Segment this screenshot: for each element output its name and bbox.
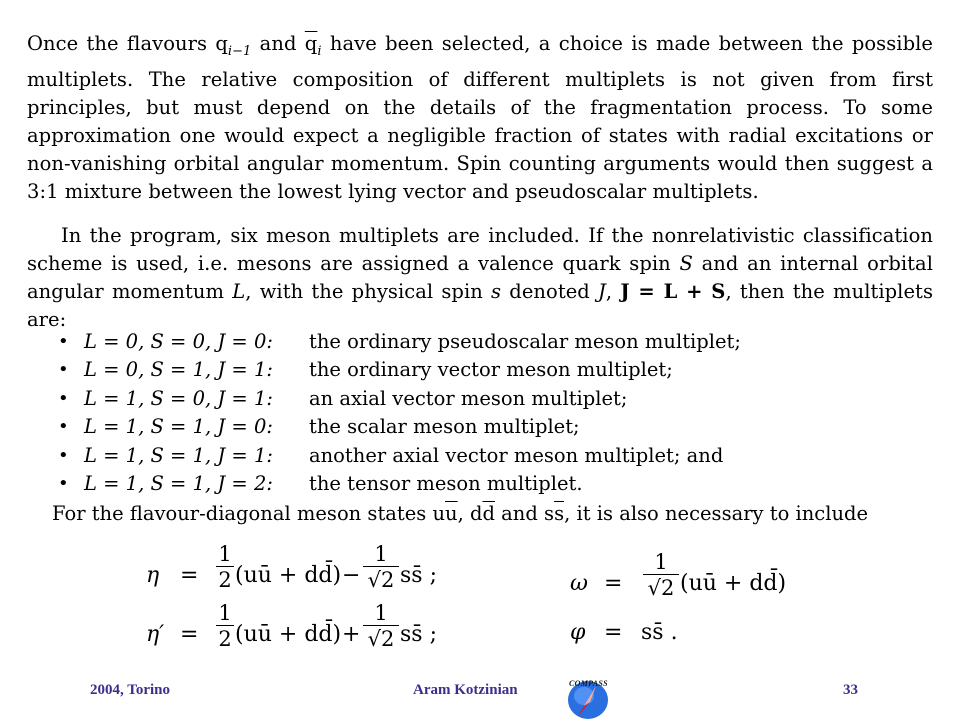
slide-footer (0, 676, 960, 720)
multiplet-description: the tensor meson multiplet. (309, 471, 583, 495)
tail-text-b: , d (457, 502, 483, 525)
ss-term: ss̄ ; (400, 563, 437, 588)
equals-sign: = (180, 563, 199, 588)
quantum-numbers: L = 0, S = 1, J = 1: (84, 358, 273, 382)
quantum-numbers: L = 0, S = 0, J = 0: (84, 330, 273, 353)
multiplet-description: the scalar meson multiplet; (309, 415, 580, 439)
symbol-s: s (491, 280, 502, 303)
numerator: 1 (374, 542, 388, 566)
quantum-numbers: L = 1, S = 1, J = 0: (84, 415, 273, 439)
page-number: 33 (843, 682, 858, 698)
paragraph2-text-b: and an internal orbital angular momentum (27, 252, 933, 303)
equals-sign: = (604, 620, 623, 645)
ss-term: ss̄ . (641, 620, 678, 645)
subscript-i-minus-1: i−1 (227, 43, 252, 59)
subscript-i: i (317, 43, 322, 59)
paragraph1-text-c: have been selected, a choice is made between the possible multiplets. The relative composition of different multiplets is not given from first principles, but must depend on the details of the fragmentation process. To some approximation one would expect a negligible fraction of states with radial excitations or non-vanishing orbital angular momentum. Spin counting arguments would then suggest a 3:1 mixture between the lowest lying vector and pseudoscalar multiplets. (27, 32, 933, 203)
quantum-numbers: L = 1, S = 0, J = 1: (84, 386, 273, 410)
bullet-icon: • (58, 472, 69, 494)
paragraph1-text-b: and (251, 32, 305, 55)
numerator: 1 (218, 542, 232, 566)
numerator: 1 (654, 550, 668, 574)
fraction-one-over-sqrt2 (643, 550, 679, 601)
bullet-icon: • (58, 444, 69, 466)
paragraph2-text-c: , with the physical spin (245, 280, 492, 303)
bullet-icon: • (58, 416, 69, 438)
denominator: √2 (367, 568, 395, 592)
uu-dd-term: (uū + dd̄) (680, 571, 787, 596)
spin-sum-equation: J = L + S (620, 280, 726, 303)
list-item (0, 470, 960, 498)
bullet-icon: • (58, 359, 69, 381)
multiplet-description: another axial vector meson multiplet; and (309, 443, 724, 467)
paragraph-flavour-diagonal (52, 500, 868, 528)
paragraph-flavour-selection (27, 30, 933, 206)
symbol-L: L (232, 280, 246, 303)
footer-author: Aram Kotzinian (413, 682, 518, 698)
list-item (0, 442, 960, 470)
paragraph2-text-a: In the program, six meson multiplets are included. If the nonrelativistic classification scheme is used, i.e. mesons are assigned a valence quark spin (27, 224, 933, 275)
list-item (0, 356, 960, 384)
s-bar-symbol: $\overline{s}$ (554, 502, 565, 525)
fraction-one-over-sqrt2 (363, 542, 399, 593)
numerator: 1 (218, 601, 232, 625)
denominator: √2 (367, 627, 395, 651)
denominator: 2 (218, 627, 232, 651)
bullet-icon: • (58, 387, 69, 409)
denominator: 2 (218, 568, 232, 592)
fraction-one-over-sqrt2 (363, 601, 399, 652)
fraction-one-half (216, 542, 234, 593)
ss-term: ss̄ ; (400, 622, 437, 647)
multiplet-description: the ordinary pseudoscalar meson multiplet; (309, 330, 741, 353)
uu-dd-term: (uū + dd̄) (235, 563, 342, 588)
compass-logo-text: COMPASS (569, 679, 608, 688)
symbol-S: S (679, 252, 693, 275)
numerator: 1 (374, 601, 388, 625)
minus-sign: − (342, 563, 361, 588)
denominator: √2 (647, 576, 675, 600)
eta-symbol: η (146, 563, 160, 588)
paragraph1-text-a: Once the flavours q (27, 32, 228, 55)
d-bar-symbol: $\overline{d}$ (482, 502, 495, 525)
plus-sign: + (342, 622, 361, 647)
omega-symbol: ω (570, 571, 588, 596)
list-item (0, 328, 960, 356)
paragraph2-text-d: denoted (501, 280, 599, 303)
bullet-icon: • (58, 331, 69, 352)
quantum-numbers: L = 1, S = 1, J = 1: (84, 443, 273, 467)
paragraph-meson-multiplets (27, 222, 933, 334)
tail-text-a: For the flavour-diagonal meson states u (52, 502, 446, 525)
u-bar-symbol: $\overline{u}$ (445, 502, 458, 525)
multiplet-description: the ordinary vector meson multiplet; (309, 358, 673, 382)
equals-sign: = (604, 571, 623, 596)
tail-text-c: and s (494, 502, 555, 525)
list-item (0, 385, 960, 413)
tail-text-d: , it is also necessary to include (564, 502, 869, 525)
paragraph2-text-e: , (605, 280, 621, 303)
q-bar-symbol: $\overline{q}$ (304, 32, 318, 55)
uu-dd-term: (uū + dd̄) (235, 622, 342, 647)
equals-sign: = (180, 622, 199, 647)
eta-prime-symbol: η′ (146, 622, 165, 647)
multiplet-description: an axial vector meson multiplet; (309, 386, 628, 410)
list-item (0, 413, 960, 441)
paragraph2-text-f: , then the multiplets are: (27, 280, 934, 331)
phi-symbol: φ (570, 620, 586, 645)
symbol-J: J (598, 280, 606, 303)
fraction-one-half (216, 601, 234, 652)
multiplet-list (0, 328, 960, 498)
footer-venue: 2004, Torino (90, 682, 171, 698)
quantum-numbers: L = 1, S = 1, J = 2: (84, 471, 273, 495)
